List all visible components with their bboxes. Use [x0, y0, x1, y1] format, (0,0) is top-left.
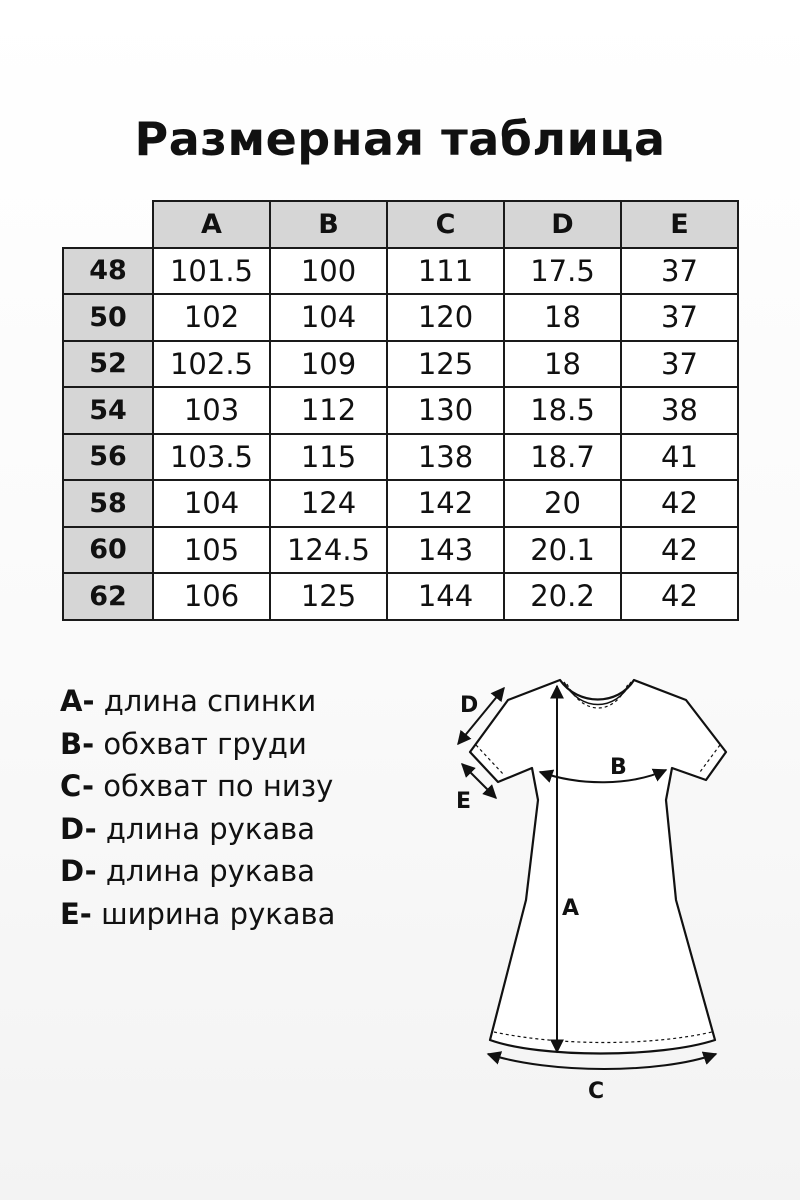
legend-key: B-	[60, 726, 95, 761]
size-cell: 52	[63, 341, 153, 388]
column-header-e: E	[621, 201, 738, 248]
value-cell: 125	[270, 573, 387, 620]
table-header-row	[63, 201, 738, 248]
label-a: A	[562, 896, 580, 921]
value-cell: 125	[387, 341, 504, 388]
value-cell: 104	[270, 294, 387, 341]
value-cell: 138	[387, 434, 504, 481]
column-header-d: D	[504, 201, 621, 248]
size-cell: 60	[63, 527, 153, 574]
size-cell: 50	[63, 294, 153, 341]
label-e: E	[456, 789, 472, 814]
value-cell: 17.5	[504, 248, 621, 295]
size-cell: 54	[63, 387, 153, 434]
value-cell: 20.1	[504, 527, 621, 574]
value-cell: 144	[387, 573, 504, 620]
column-header-b: B	[270, 201, 387, 248]
table-body	[63, 248, 738, 620]
legend-text: обхват по низу	[93, 769, 334, 803]
value-cell: 37	[621, 248, 738, 295]
table-row	[63, 480, 738, 527]
legend-item	[60, 808, 335, 851]
value-cell: 102	[153, 294, 270, 341]
page-title: Размерная таблица	[134, 112, 666, 166]
legend-text: ширина рукава	[91, 896, 336, 931]
value-cell: 18	[504, 341, 621, 388]
value-cell: 124.5	[270, 527, 387, 574]
value-cell: 115	[270, 434, 387, 481]
value-cell: 37	[621, 294, 738, 341]
dress-outline	[470, 680, 726, 1054]
legend-key: E-	[60, 896, 92, 931]
table-row	[63, 434, 738, 481]
value-cell: 41	[621, 434, 738, 481]
size-cell: 58	[63, 480, 153, 527]
value-cell: 104	[153, 480, 270, 527]
table-row	[63, 294, 738, 341]
legend-text: обхват груди	[94, 726, 307, 761]
table-row	[63, 527, 738, 574]
label-c: C	[588, 1079, 605, 1104]
table-row	[63, 387, 738, 434]
table-row	[63, 341, 738, 388]
dress-diagram	[440, 670, 800, 1120]
legend-text: длина спинки	[94, 684, 317, 718]
legend-key: C-	[60, 769, 94, 803]
legend-key: D-	[60, 811, 97, 846]
legend-key: D-	[60, 854, 97, 888]
legend-item	[60, 893, 335, 936]
value-cell: 18.7	[504, 434, 621, 481]
value-cell: 38	[621, 387, 738, 434]
legend-item	[60, 765, 335, 808]
value-cell: 18.5	[504, 387, 621, 434]
value-cell: 106	[153, 573, 270, 620]
value-cell: 142	[387, 480, 504, 527]
label-d: D	[460, 693, 479, 718]
legend-item	[60, 850, 335, 893]
value-cell: 120	[387, 294, 504, 341]
size-cell: 48	[63, 248, 153, 295]
legend-item	[60, 723, 335, 766]
value-cell: 37	[621, 341, 738, 388]
table-row	[63, 573, 738, 620]
table-row	[63, 248, 738, 295]
value-cell: 103	[153, 387, 270, 434]
value-cell: 101.5	[153, 248, 270, 295]
value-cell: 102.5	[153, 341, 270, 388]
value-cell: 105	[153, 527, 270, 574]
value-cell: 42	[621, 527, 738, 574]
value-cell: 109	[270, 341, 387, 388]
size-table	[62, 200, 739, 621]
value-cell: 42	[621, 573, 738, 620]
dress-diagram-svg	[440, 670, 800, 1120]
value-cell: 18	[504, 294, 621, 341]
legend-key: A-	[60, 684, 95, 718]
legend-text: длина рукава	[96, 854, 315, 888]
label-b: B	[610, 755, 627, 780]
size-cell: 56	[63, 434, 153, 481]
column-header-a: A	[153, 201, 270, 248]
column-header-c: C	[387, 201, 504, 248]
value-cell: 20.2	[504, 573, 621, 620]
table-corner	[63, 201, 153, 248]
measurement-legend	[60, 680, 335, 935]
value-cell: 112	[270, 387, 387, 434]
legend-text: длина рукава	[96, 811, 315, 846]
legend-item	[60, 680, 335, 723]
value-cell: 103.5	[153, 434, 270, 481]
value-cell: 100	[270, 248, 387, 295]
value-cell: 111	[387, 248, 504, 295]
size-cell: 62	[63, 573, 153, 620]
value-cell: 143	[387, 527, 504, 574]
hem-arrow	[488, 1054, 716, 1069]
value-cell: 124	[270, 480, 387, 527]
value-cell: 42	[621, 480, 738, 527]
value-cell: 130	[387, 387, 504, 434]
value-cell: 20	[504, 480, 621, 527]
